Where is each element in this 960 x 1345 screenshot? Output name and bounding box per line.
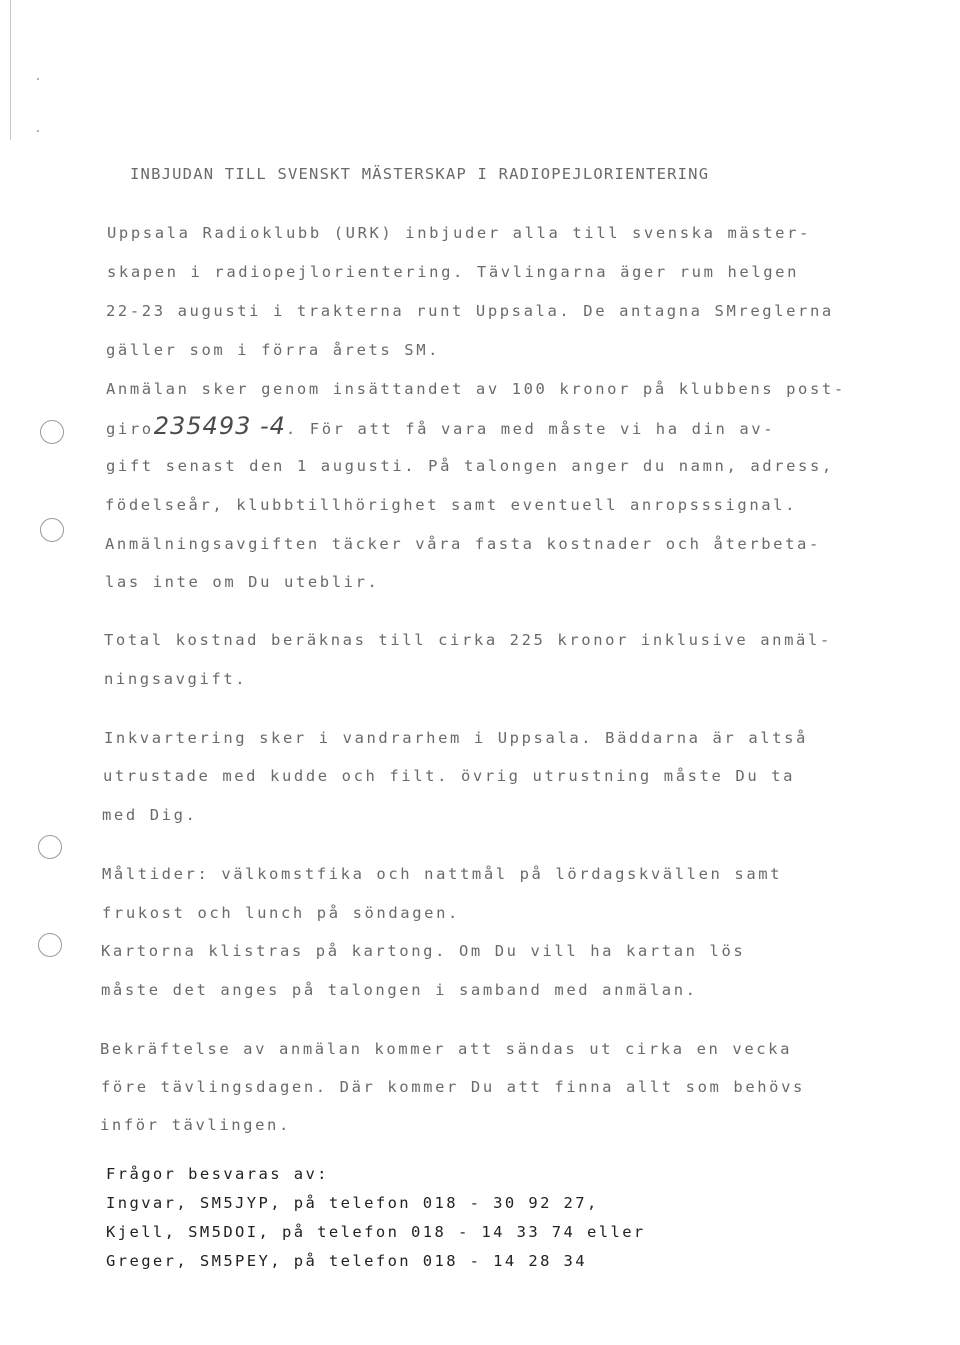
contact-line: Greger, SM5PEY, på telefon 018 - 14 28 34	[106, 1252, 588, 1270]
text-line: Uppsala Radioklubb (URK) inbjuder alla till svenska mäster-	[107, 224, 811, 242]
text-line: frukost och lunch på söndagen.	[102, 904, 460, 922]
text-line: Måltider: välkomstfika och nattmål på lördagskvällen samt	[102, 865, 783, 883]
punch-hole	[38, 933, 62, 957]
text-line: måste det anges på talongen i samband med anmälan.	[101, 981, 698, 999]
text-line: födelseår, klubbtillhörighet samt eventuell anropsssignal.	[105, 496, 798, 514]
text-line: Bekräftelse av anmälan kommer att sändas ut cirka en vecka	[100, 1040, 793, 1058]
giro-suffix: . För att få vara med måste vi ha din av-	[285, 420, 776, 438]
text-line: utrustade med kudde och filt. övrig utrustning måste Du ta	[103, 767, 796, 785]
text-line: före tävlingsdagen. Där kommer Du att finna allt som behövs	[101, 1078, 805, 1096]
text-line: ningsavgift.	[104, 670, 248, 688]
text-line: Anmälningsavgiften täcker våra fasta kostnader och återbeta-	[105, 535, 821, 553]
contact-line: Kjell, SM5DOI, på telefon 018 - 14 33 74 eller	[106, 1223, 646, 1241]
text-line: inför tävlingen.	[100, 1116, 291, 1134]
punch-hole	[40, 420, 64, 444]
document-title: INBJUDAN TILL SVENSKT MÄSTERSKAP I RADIOPEJLORIENTERING	[130, 165, 710, 183]
page-edge-line	[10, 0, 11, 140]
contacts-heading: Frågor besvaras av:	[106, 1165, 329, 1183]
punch-hole	[38, 835, 62, 859]
text-line: gäller som i förra årets SM.	[106, 341, 441, 359]
text-line: Kartorna klistras på kartong. Om Du vill ha kartan lös	[101, 942, 746, 960]
scan-speck	[37, 78, 39, 80]
text-line: Inkvartering sker i vandrarhem i Uppsala. Bäddarna är altså	[104, 729, 808, 747]
text-line: med Dig.	[102, 806, 198, 824]
giro-prefix: giro	[106, 420, 154, 438]
text-line: gift senast den 1 augusti. På talongen anger du namn, adress,	[106, 457, 834, 475]
text-line: Anmälan sker genom insättandet av 100 kronor på klubbens post-	[106, 380, 846, 398]
handwritten-giro-number: 235493 -4	[153, 412, 286, 440]
contact-line: Ingvar, SM5JYP, på telefon 018 - 30 92 27,	[106, 1194, 599, 1212]
text-line: skapen i radiopejlorientering. Tävlingarna äger rum helgen	[107, 263, 800, 281]
text-line: las inte om Du uteblir.	[105, 573, 380, 591]
giro-line	[106, 412, 775, 440]
punch-hole	[40, 518, 64, 542]
text-line: 22-23 augusti i trakterna runt Uppsala. De antagna SMreglerna	[106, 302, 834, 320]
text-line: Total kostnad beräknas till cirka 225 kronor inklusive anmäl-	[104, 631, 832, 649]
scan-speck	[37, 130, 39, 132]
